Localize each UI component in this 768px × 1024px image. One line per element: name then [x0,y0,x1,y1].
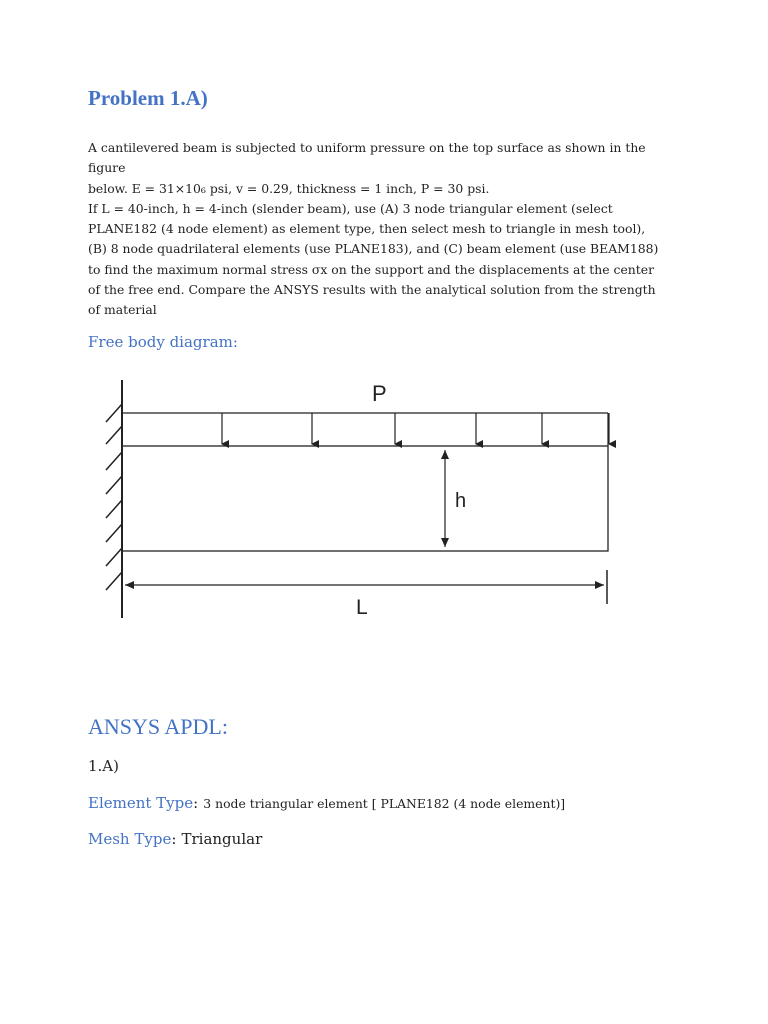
mesh-type-row [88,829,262,848]
free-body-diagram [100,374,620,624]
problem-line: to find the maximum normal stress σx on the support and the displacements at the center [88,261,655,277]
ansys-apdl-heading: ANSYS APDL: [88,714,228,739]
problem-line: A cantilevered beam is subjected to uniform pressure on the top surface as shown in the [88,140,646,155]
length-label: L [356,596,368,619]
part-label: 1.A) [88,757,119,775]
problem-statement [88,138,688,321]
problem-line: If L = 40-inch, h = 4-inch (slender beam), use (A) 3 node triangular element (select [88,200,613,216]
problem-title: Problem 1.A) [88,86,208,110]
height-label: h [455,490,467,512]
problem-line: PLANE182 (4 node element) as element type, then select mesh to triangle in mesh tool), [88,221,646,237]
problem-line: below. E = 31×10₆ psi, v = 0.29, thickness = 1 inch, P = 30 psi. [88,180,490,196]
problem-line: of the free end. Compare the ANSYS results with the analytical solution from the strength [88,282,656,298]
fixed-support [106,380,122,618]
free-body-diagram-heading: Free body diagram: [88,333,238,351]
beam [122,446,608,551]
element-type-value: 3 node triangular element [ PLANE182 (4 node element)] [203,796,566,811]
problem-line: (B) 8 node quadrilateral elements (use PLANE183), and (C) beam element (use BEAM188) [88,241,659,257]
problem-line: of material [88,302,157,318]
load-label: P [372,381,387,406]
mesh-type-key: Mesh Type [88,830,172,848]
element-type-key: Element Type [88,794,194,812]
element-type-separator: : [193,794,199,812]
element-type-row [88,793,565,812]
mesh-type-separator: : [171,830,177,848]
distributed-load [122,413,609,446]
mesh-type-value: Triangular [181,830,263,848]
problem-line: figure [88,160,126,176]
